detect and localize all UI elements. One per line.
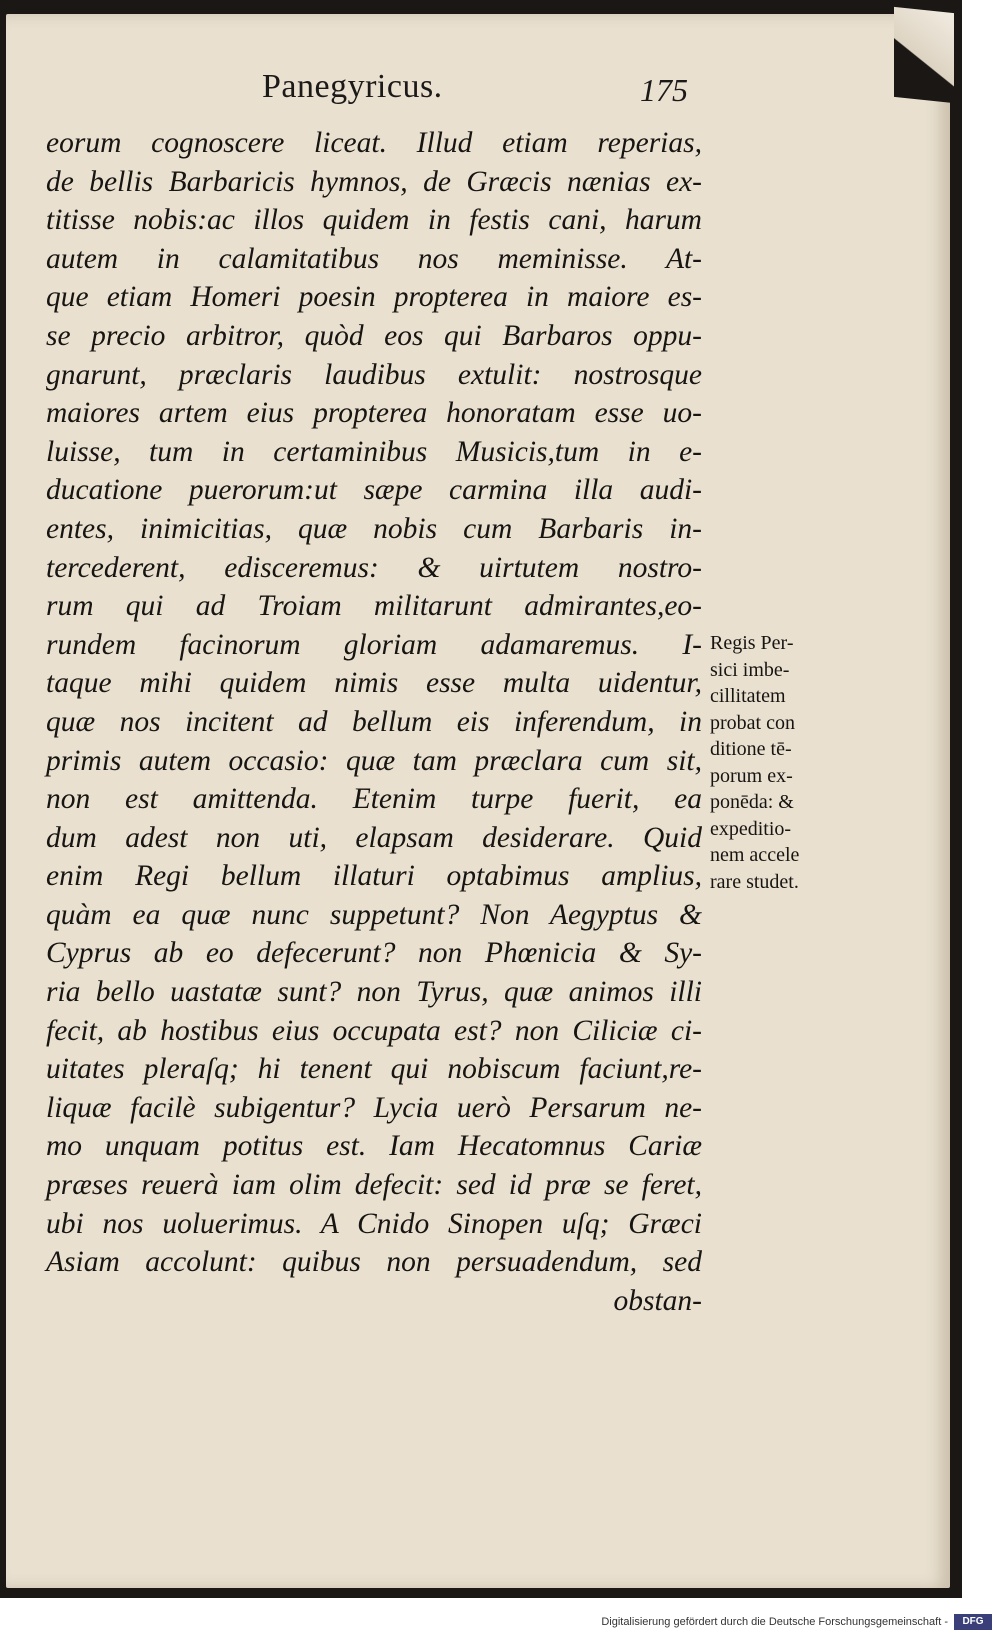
text-line: Cyprus ab eo defecerunt? non Phœnicia & Sy- <box>46 937 702 970</box>
marginal-note-line: ponēda: & <box>710 791 794 813</box>
text-line: de bellis Barbaricis hymnos, de Græcis nænias ex- <box>46 165 702 198</box>
text-line: autem in calamitatibus nos meminisse. At- <box>46 242 702 275</box>
text-line: primis autem occasio: quæ tam præclara cum sit, <box>46 744 702 777</box>
text-line: ducatione puerorum:ut sæpe carmina illa audi- <box>46 474 702 507</box>
page-number: 175 <box>640 72 688 108</box>
text-line: liquæ facilè subigentur? Lycia uerò Persarum ne- <box>46 1091 702 1124</box>
body-text <box>46 124 702 1320</box>
text-line: taque mihi quidem nimis esse multa uidentur, <box>46 667 702 700</box>
text-line: que etiam Homeri poesin propterea in maiore es- <box>46 281 702 314</box>
text-line: maiores artem eius propterea honoratam esse uo- <box>46 397 702 430</box>
text-line: fecit, ab hostibus eius occupata est? non Ciliciæ ci- <box>46 1014 702 1047</box>
page-corner-fold <box>894 7 954 103</box>
text-line: gnarunt, præclaris laudibus extulit: nostrosque <box>46 358 702 391</box>
footer-strip <box>0 1602 1000 1636</box>
text-line: præses reuerà iam olim defecit: sed id præ se feret, <box>46 1169 702 1202</box>
text-line: entes, inimicitias, quæ nobis cum Barbaris in- <box>46 512 702 545</box>
marginal-note-line: nem accele <box>710 844 800 866</box>
text-line: se precio arbitror, quòd eos qui Barbaros oppu- <box>46 319 702 352</box>
text-line: enim Regi bellum illaturi optabimus amplius, <box>46 860 702 893</box>
marginal-note <box>710 630 840 895</box>
text-line: non est amittenda. Etenim turpe fuerit, ea <box>46 783 702 816</box>
text-line: Asiam accolunt: quibus non persuadendum, sed <box>46 1246 702 1279</box>
marginal-note-line: cillitatem <box>710 685 786 707</box>
text-line: obstan- <box>613 1284 702 1317</box>
text-line: uitates pleraſq; hi tenent qui nobiscum faciunt,re- <box>46 1053 702 1086</box>
marginal-note-line: sici imbe- <box>710 658 790 681</box>
text-line: ria bello uastatæ sunt? non Tyrus, quæ animos illi <box>46 976 702 1009</box>
marginal-note-line: Regis Per- <box>710 632 794 654</box>
text-line: luisse, tum in certaminibus Musicis,tum in e- <box>46 435 702 468</box>
text-line: eorum cognoscere liceat. Illud etiam reperias, <box>46 127 702 159</box>
text-line: rundem facinorum gloriam adamaremus. I- <box>46 628 702 661</box>
marginal-note-line: rare studet. <box>710 870 799 893</box>
text-line: ubi nos uoluerimus. A Cnido Sinopen uſq; Græci <box>46 1207 702 1240</box>
text-line: titisse nobis:ac illos quidem in festis cani, harum <box>46 204 702 237</box>
dfg-logo: DFG <box>954 1614 992 1630</box>
marginal-note-line: probat con <box>710 711 795 734</box>
running-head: Panegyricus. <box>262 68 443 105</box>
text-line: dum adest non uti, elapsam desiderare. Quid <box>46 821 702 854</box>
marginal-note-line: expeditio- <box>710 817 792 840</box>
text-line: rum qui ad Troiam militarunt admirantes,eo- <box>46 590 702 623</box>
digitization-credit: Digitalisierung gefördert durch die Deutsche Forschungsgemeinschaft - <box>601 1616 948 1628</box>
text-line: mo unquam potitus est. Iam Hecatomnus Cariæ <box>46 1130 702 1163</box>
marginal-note-line: porum ex- <box>710 764 793 787</box>
text-line: tercederent, edisceremus: & uirtutem nostro- <box>46 551 702 584</box>
marginal-note-line: ditione tē- <box>710 738 792 760</box>
text-line: quàm ea quæ nunc suppetunt? Non Aegyptus & <box>46 898 702 931</box>
text-line: quæ nos incitent ad bellum eis inferendum, in <box>46 705 702 738</box>
